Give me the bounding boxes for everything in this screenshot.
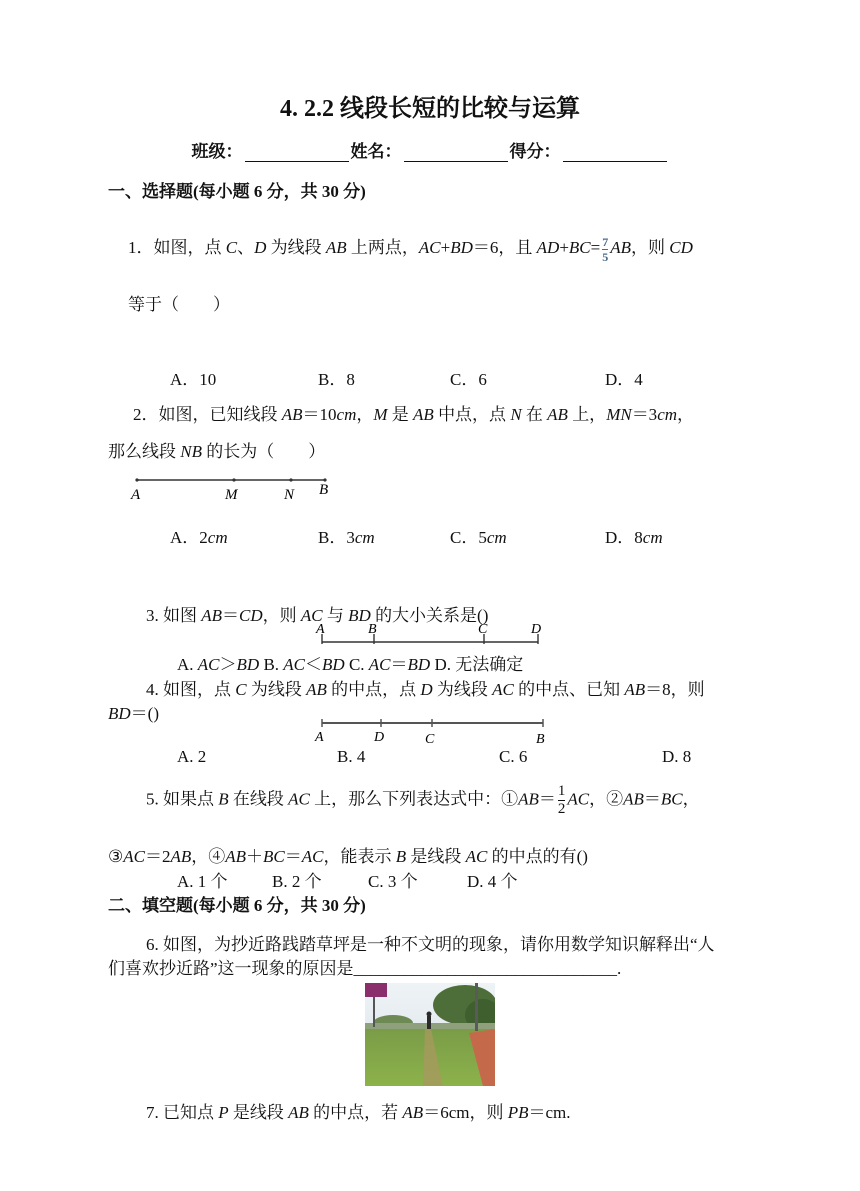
q2-option-c[interactable]: C．5cm [450, 528, 507, 547]
q3-options[interactable]: A. AC＞BD B. AC＜BD C. AC＝BD D. 无法确定 [177, 655, 524, 674]
q1-option-a[interactable]: A．10 [170, 370, 217, 389]
class-label: 班级： [191, 142, 243, 161]
point-label-B: B [319, 482, 329, 498]
point-label-A: A [315, 730, 324, 745]
question-5-line-2: ③AC＝2AB，④AB＋BC＝AC，能表示 B 是线段 AC 的中点的有() [108, 847, 588, 866]
q4-option-b[interactable]: B. 4 [337, 747, 366, 766]
segment-figure-q4 [310, 716, 555, 746]
point-label-B: B [536, 732, 545, 746]
q1-option-b[interactable]: B．8 [318, 370, 355, 389]
segment-figure-q2 [128, 472, 338, 504]
lawn-shortcut-photo [365, 983, 495, 1086]
answer-blank[interactable]: _______________________________ [353, 959, 618, 978]
question-2-line-1: 2．如图，已知线段 AB＝10cm，M 是 AB 中点，点 N 在 AB 上，MN＝3cm， [133, 405, 695, 424]
q1-option-c[interactable]: C．6 [450, 370, 487, 389]
q5-option-d[interactable]: D. 4 个 [467, 872, 518, 891]
q5-option-b[interactable]: B. 2 个 [272, 872, 322, 891]
point-label-C: C [478, 622, 488, 637]
question-7: 7. 已知点 P 是线段 AB 的中点，若 AB＝6cm，则 PB＝cm. [146, 1103, 571, 1122]
score-label: 得分： [509, 142, 561, 161]
question-3-line-1: 3. 如图 AB＝CD，则 AC 与 BD 的大小关系是() [146, 606, 489, 625]
point-label-N: N [284, 487, 295, 503]
q4-option-d[interactable]: D. 8 [662, 747, 692, 766]
name-label: 姓名： [350, 142, 402, 161]
question-4-line-2: BD＝() [108, 704, 159, 723]
name-blank[interactable] [404, 145, 508, 162]
point-label-C: C [425, 732, 435, 746]
q2-option-d[interactable]: D．8cm [605, 528, 663, 547]
fraction-one-half: $\frac{1}{2}$ [557, 783, 566, 817]
student-info-row [0, 137, 860, 162]
question-6-line-1: 6. 如图，为抄近路践踏草坪是一种不文明的现象，请你用数学知识解释出“人 [146, 935, 715, 954]
q5-option-c[interactable]: C. 3 个 [368, 872, 418, 891]
point-label-D: D [374, 730, 385, 745]
q5-option-a[interactable]: A. 1 个 [177, 872, 228, 891]
q4-option-c[interactable]: C. 6 [499, 747, 528, 766]
page-title: 4. 2.2 线段长短的比较与运算 [280, 96, 580, 122]
point-label-B: B [368, 622, 377, 637]
question-6-line-2: 们喜欢抄近路”这一现象的原因是_______________________________. [108, 959, 622, 978]
q1-option-d[interactable]: D．4 [605, 370, 643, 389]
point-label-D: D [531, 622, 542, 637]
q2-option-b[interactable]: B．3cm [318, 528, 375, 547]
score-blank[interactable] [563, 145, 667, 162]
section-heading-fill: 二、填空题(每小题 6 分，共 30 分) [108, 896, 366, 915]
q4-option-a[interactable]: A. 2 [177, 747, 207, 766]
point-label-M: M [225, 487, 238, 503]
segment-figure-q3 [312, 620, 552, 648]
class-blank[interactable] [245, 145, 349, 162]
point-label-A: A [316, 622, 325, 637]
question-2-line-2: 那么线段 NB 的长为（ ） [108, 442, 326, 461]
question-1-line-2: 等于（ ） [128, 295, 230, 314]
section-heading-choice: 一、选择题(每小题 6 分，共 30 分) [108, 182, 366, 201]
question-1-line-1: 1．如图，点 C、D 为线段 AB 上两点，AC+BD＝6，且 AD+BC= $\frac{7}{5}$ AB，则 CD [128, 234, 693, 264]
fraction-seven-fifths: $\frac{7}{5}$ [602, 234, 609, 264]
point-label-A: A [131, 487, 141, 503]
q2-option-a[interactable]: A．2cm [170, 528, 228, 547]
question-4-line-1: 4. 如图，点 C 为线段 AB 的中点，点 D 为线段 AC 的中点、已知 AB＝8，则 [146, 680, 705, 699]
question-5-line-1: 5. 如果点 B 在线段 AC 上，那么下列表达式中：①AB＝ $\frac{1}{2}$ AC，②AB＝BC， [146, 783, 700, 817]
